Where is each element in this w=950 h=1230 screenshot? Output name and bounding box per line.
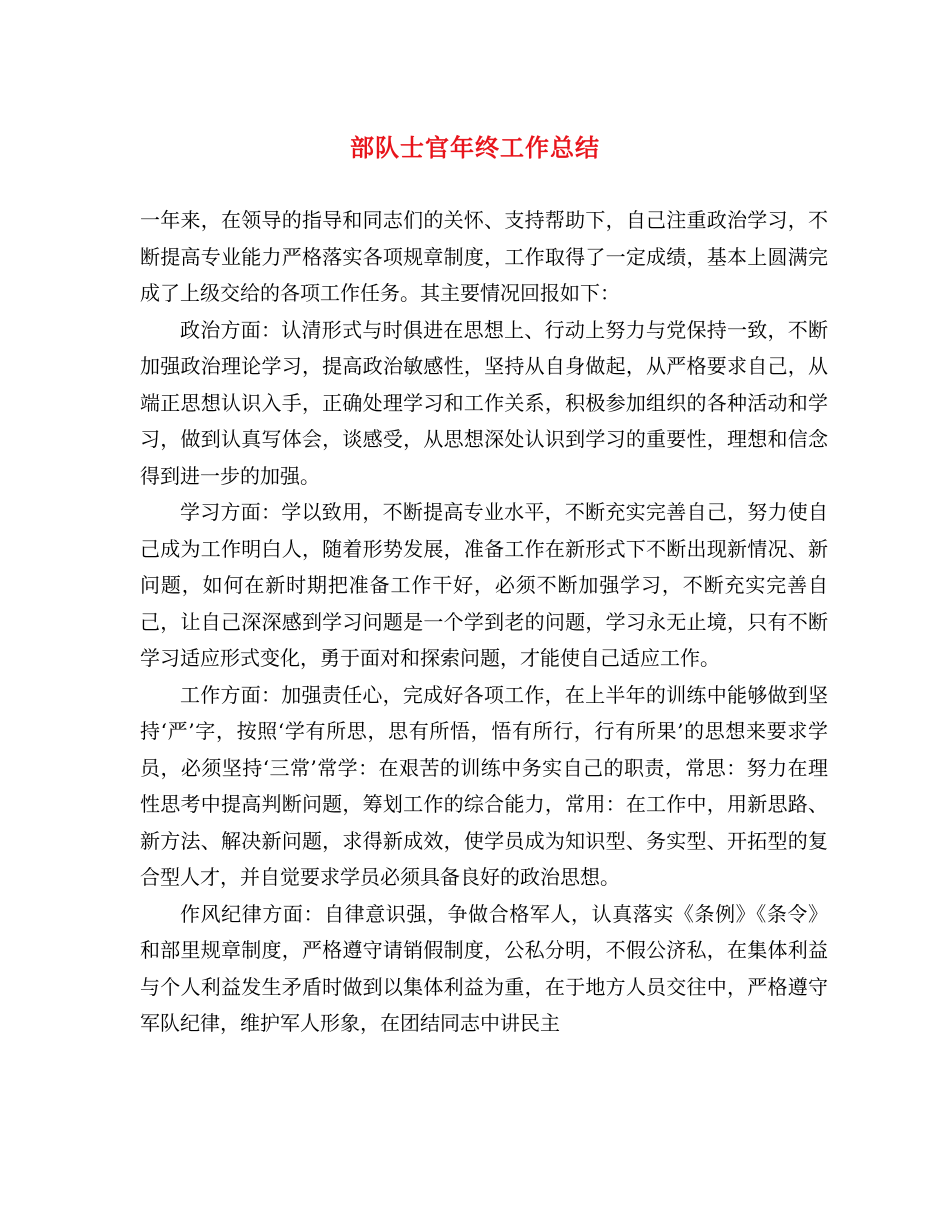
document-title: 部队士官年终工作总结 — [350, 133, 600, 162]
paragraph-political: 政治方面：认清形式与时俱进在思想上、行动上努力与党保持一致，不断加强政治理论学习，提高政治敏感性，坚持从自身做起，从严格要求自己，从端正思想认识入手，正确处理学习和工作关系，积极参加组织的各种活动和学习，做到认真写体会，谈感受，从思想深处认识到学习的重要性，理想和信念得到进一步的加强。 — [140, 317, 828, 488]
paragraph-discipline: 作风纪律方面：自律意识强，争做合格军人，认真落实《条例》《条令》和部里规章制度，严格遵守请销假制度，公私分明，不假公济私，在集体利益与个人利益发生矛盾时做到以集体利益为重，在于地方人员交往中，严格遵守军队纪律，维护军人形象，在团结同志中讲民主 — [140, 901, 828, 1035]
paragraph-work: 工作方面：加强责任心，完成好各项工作，在上半年的训练中能够做到坚持‘严’字，按照‘学有所思，思有所悟，悟有所行，行有所果’的思想来要求学员，必须坚持‘三常’常学：在艰苦的训练中务实自己的职责，常思：努力在理性思考中提高判断问题，筹划工作的综合能力，常用：在工作中，用新思路、新方法、解决新问题，求得新成效，使学员成为知识型、务实型、开拓型的复合型人才，并自觉要求学员必须具备良好的政治思想。 — [140, 682, 828, 889]
paragraph-intro: 一年来，在领导的指导和同志们的关怀、支持帮助下，自己注重政治学习，不断提高专业能力严格落实各项规章制度，工作取得了一定成绩，基本上圆满完成了上级交给的各项工作任务。其主要情况回报如下： — [140, 208, 828, 305]
document-body — [140, 202, 828, 1042]
paragraph-study: 学习方面：学以致用，不断提高专业水平，不断充实完善自己，努力使自己成为工作明白人，随着形势发展，准备工作在新形式下不断出现新情况、新问题，如何在新时期把准备工作干好，必须不断加强学习，不断充实完善自己，让自己深深感到学习问题是一个学到老的问题，学习永无止境，只有不断学习适应形式变化，勇于面对和探索问题，才能使自己适应工作。 — [140, 500, 828, 670]
